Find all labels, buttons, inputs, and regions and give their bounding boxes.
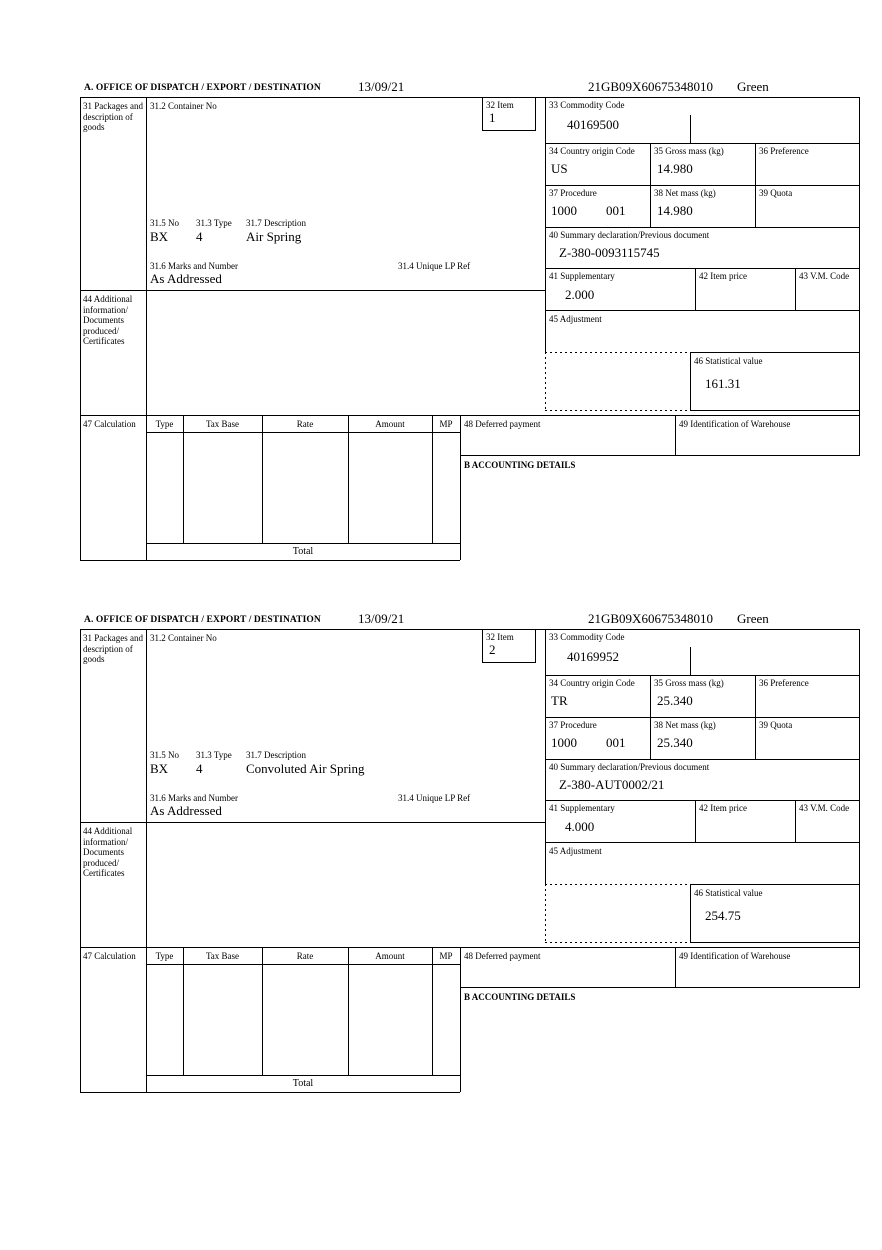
form-grid [80, 612, 861, 1094]
packages-type-value: 4 [196, 761, 203, 776]
box48-deferred-label: 48 Deferred payment [464, 951, 541, 961]
box40-summary-label: 40 Summary declaration/Previous document [549, 762, 710, 772]
procedure-value: 1000 [551, 203, 577, 218]
box31-packages-label: 31 Packages and description of goods [83, 633, 143, 664]
goods-description-value: Convoluted Air Spring [246, 761, 365, 776]
box42-item-price-label: 42 Item price [699, 271, 747, 281]
item-number-value: 1 [489, 110, 496, 125]
box31-2-container-label: 31.2 Container No [150, 633, 217, 643]
box43-vm-code-label: 43 V.M. Code [799, 271, 850, 281]
col-mp-header: MP [439, 951, 453, 961]
box40-summary-label: 40 Summary declaration/Previous document [549, 230, 710, 240]
box35-gross-mass-label: 35 Gross mass (kg) [654, 146, 724, 156]
box39-quota-label: 39 Quota [759, 720, 793, 730]
box31-3-type-label: 31.3 Type [196, 218, 232, 228]
box49-warehouse-label: 49 Identification of Warehouse [679, 419, 791, 429]
box31-4-unique-lp-label: 31.4 Unique LP Ref [398, 793, 471, 803]
box47-calculation-label: 47 Calculation [83, 951, 136, 961]
box31-7-description-label: 31.7 Description [246, 750, 306, 760]
box43-vm-code-label: 43 V.M. Code [799, 803, 850, 813]
supplementary-value: 4.000 [565, 819, 595, 834]
form-grid [80, 80, 861, 562]
statistical-value: 254.75 [705, 908, 741, 923]
box44-additional-info-label: 44 Additional information/ Documents produced/ Certificates [83, 826, 133, 878]
col-rate-header: Rate [296, 951, 314, 961]
declaration-item-block-2 [80, 612, 861, 1094]
box31-4-unique-lp-label: 31.4 Unique LP Ref [398, 261, 471, 271]
box34-country-label: 34 Country origin Code [549, 678, 635, 688]
box46-statistical-label: 46 Statistical value [694, 356, 763, 366]
packages-type-value: 4 [196, 229, 203, 244]
procedure-value: 1000 [551, 735, 577, 750]
accounting-details-label: B ACCOUNTING DETAILS [464, 460, 576, 470]
box38-net-mass-label: 38 Net mass (kg) [654, 720, 716, 730]
col-amount-header: Amount [375, 419, 405, 429]
procedure-code2-value: 001 [606, 735, 626, 750]
box31-3-type-label: 31.3 Type [196, 750, 232, 760]
routing-status: Green [737, 611, 769, 626]
box31-7-description-label: 31.7 Description [246, 218, 306, 228]
box31-5-no-label: 31.5 No [150, 218, 179, 228]
office-of-dispatch-label: A. OFFICE OF DISPATCH / EXPORT / DESTINATION [84, 615, 321, 625]
marks-value: As Addressed [150, 803, 222, 818]
marks-value: As Addressed [150, 271, 222, 286]
box49-warehouse-label: 49 Identification of Warehouse [679, 951, 791, 961]
country-origin-value: US [551, 161, 568, 176]
box32-item-label: 32 Item [486, 100, 514, 110]
box32-item-label: 32 Item [486, 632, 514, 642]
packages-no-value: BX [150, 761, 169, 776]
declaration-reference: 21GB09X60675348010 [588, 79, 713, 94]
box31-6-marks-label: 31.6 Marks and Number [150, 793, 238, 803]
box46-statistical-label: 46 Statistical value [694, 888, 763, 898]
date-value: 13/09/21 [358, 611, 405, 626]
col-amount-header: Amount [375, 951, 405, 961]
routing-status: Green [737, 79, 769, 94]
col-tax-base-header: Tax Base [205, 951, 240, 961]
box35-gross-mass-label: 35 Gross mass (kg) [654, 678, 724, 688]
office-of-dispatch-label: A. OFFICE OF DISPATCH / EXPORT / DESTINATION [84, 83, 321, 93]
goods-description-value: Air Spring [246, 229, 302, 244]
box31-packages-label: 31 Packages and description of goods [83, 101, 143, 132]
commodity-code-value: 40169952 [567, 649, 619, 664]
total-label: Total [292, 546, 314, 557]
box45-adjustment-label: 45 Adjustment [549, 846, 602, 856]
box33-commodity-label: 33 Commodity Code [549, 632, 625, 642]
date-value: 13/09/21 [358, 79, 405, 94]
box41-supplementary-label: 41 Supplementary [549, 803, 615, 813]
box39-quota-label: 39 Quota [759, 188, 793, 198]
box31-2-container-label: 31.2 Container No [150, 101, 217, 111]
statistical-value: 161.31 [705, 376, 741, 391]
box41-supplementary-label: 41 Supplementary [549, 271, 615, 281]
supplementary-value: 2.000 [565, 287, 595, 302]
summary-declaration-value: Z-380-0093115745 [559, 245, 660, 260]
summary-declaration-value: Z-380-AUT0002/21 [559, 777, 665, 792]
col-type-header: Type [155, 419, 174, 429]
net-mass-value: 14.980 [657, 203, 693, 218]
commodity-code-value: 40169500 [567, 117, 619, 132]
gross-mass-value: 14.980 [657, 161, 693, 176]
box48-deferred-label: 48 Deferred payment [464, 419, 541, 429]
box42-item-price-label: 42 Item price [699, 803, 747, 813]
box38-net-mass-label: 38 Net mass (kg) [654, 188, 716, 198]
box33-commodity-label: 33 Commodity Code [549, 100, 625, 110]
item-number-value: 2 [489, 642, 496, 657]
box36-preference-label: 36 Preference [759, 146, 809, 156]
net-mass-value: 25.340 [657, 735, 693, 750]
declaration-item-block-1 [80, 80, 861, 562]
box36-preference-label: 36 Preference [759, 678, 809, 688]
col-type-header: Type [155, 951, 174, 961]
col-mp-header: MP [439, 419, 453, 429]
procedure-code2-value: 001 [606, 203, 626, 218]
col-tax-base-header: Tax Base [205, 419, 240, 429]
country-origin-value: TR [551, 693, 568, 708]
box34-country-label: 34 Country origin Code [549, 146, 635, 156]
box44-additional-info-label: 44 Additional information/ Documents produced/ Certificates [83, 294, 133, 346]
declaration-reference: 21GB09X60675348010 [588, 611, 713, 626]
accounting-details-label: B ACCOUNTING DETAILS [464, 992, 576, 1002]
box45-adjustment-label: 45 Adjustment [549, 314, 602, 324]
box47-calculation-label: 47 Calculation [83, 419, 136, 429]
box37-procedure-label: 37 Procedure [549, 188, 597, 198]
box37-procedure-label: 37 Procedure [549, 720, 597, 730]
packages-no-value: BX [150, 229, 169, 244]
box31-6-marks-label: 31.6 Marks and Number [150, 261, 238, 271]
col-rate-header: Rate [296, 419, 314, 429]
box31-5-no-label: 31.5 No [150, 750, 179, 760]
gross-mass-value: 25.340 [657, 693, 693, 708]
total-label: Total [292, 1078, 314, 1089]
